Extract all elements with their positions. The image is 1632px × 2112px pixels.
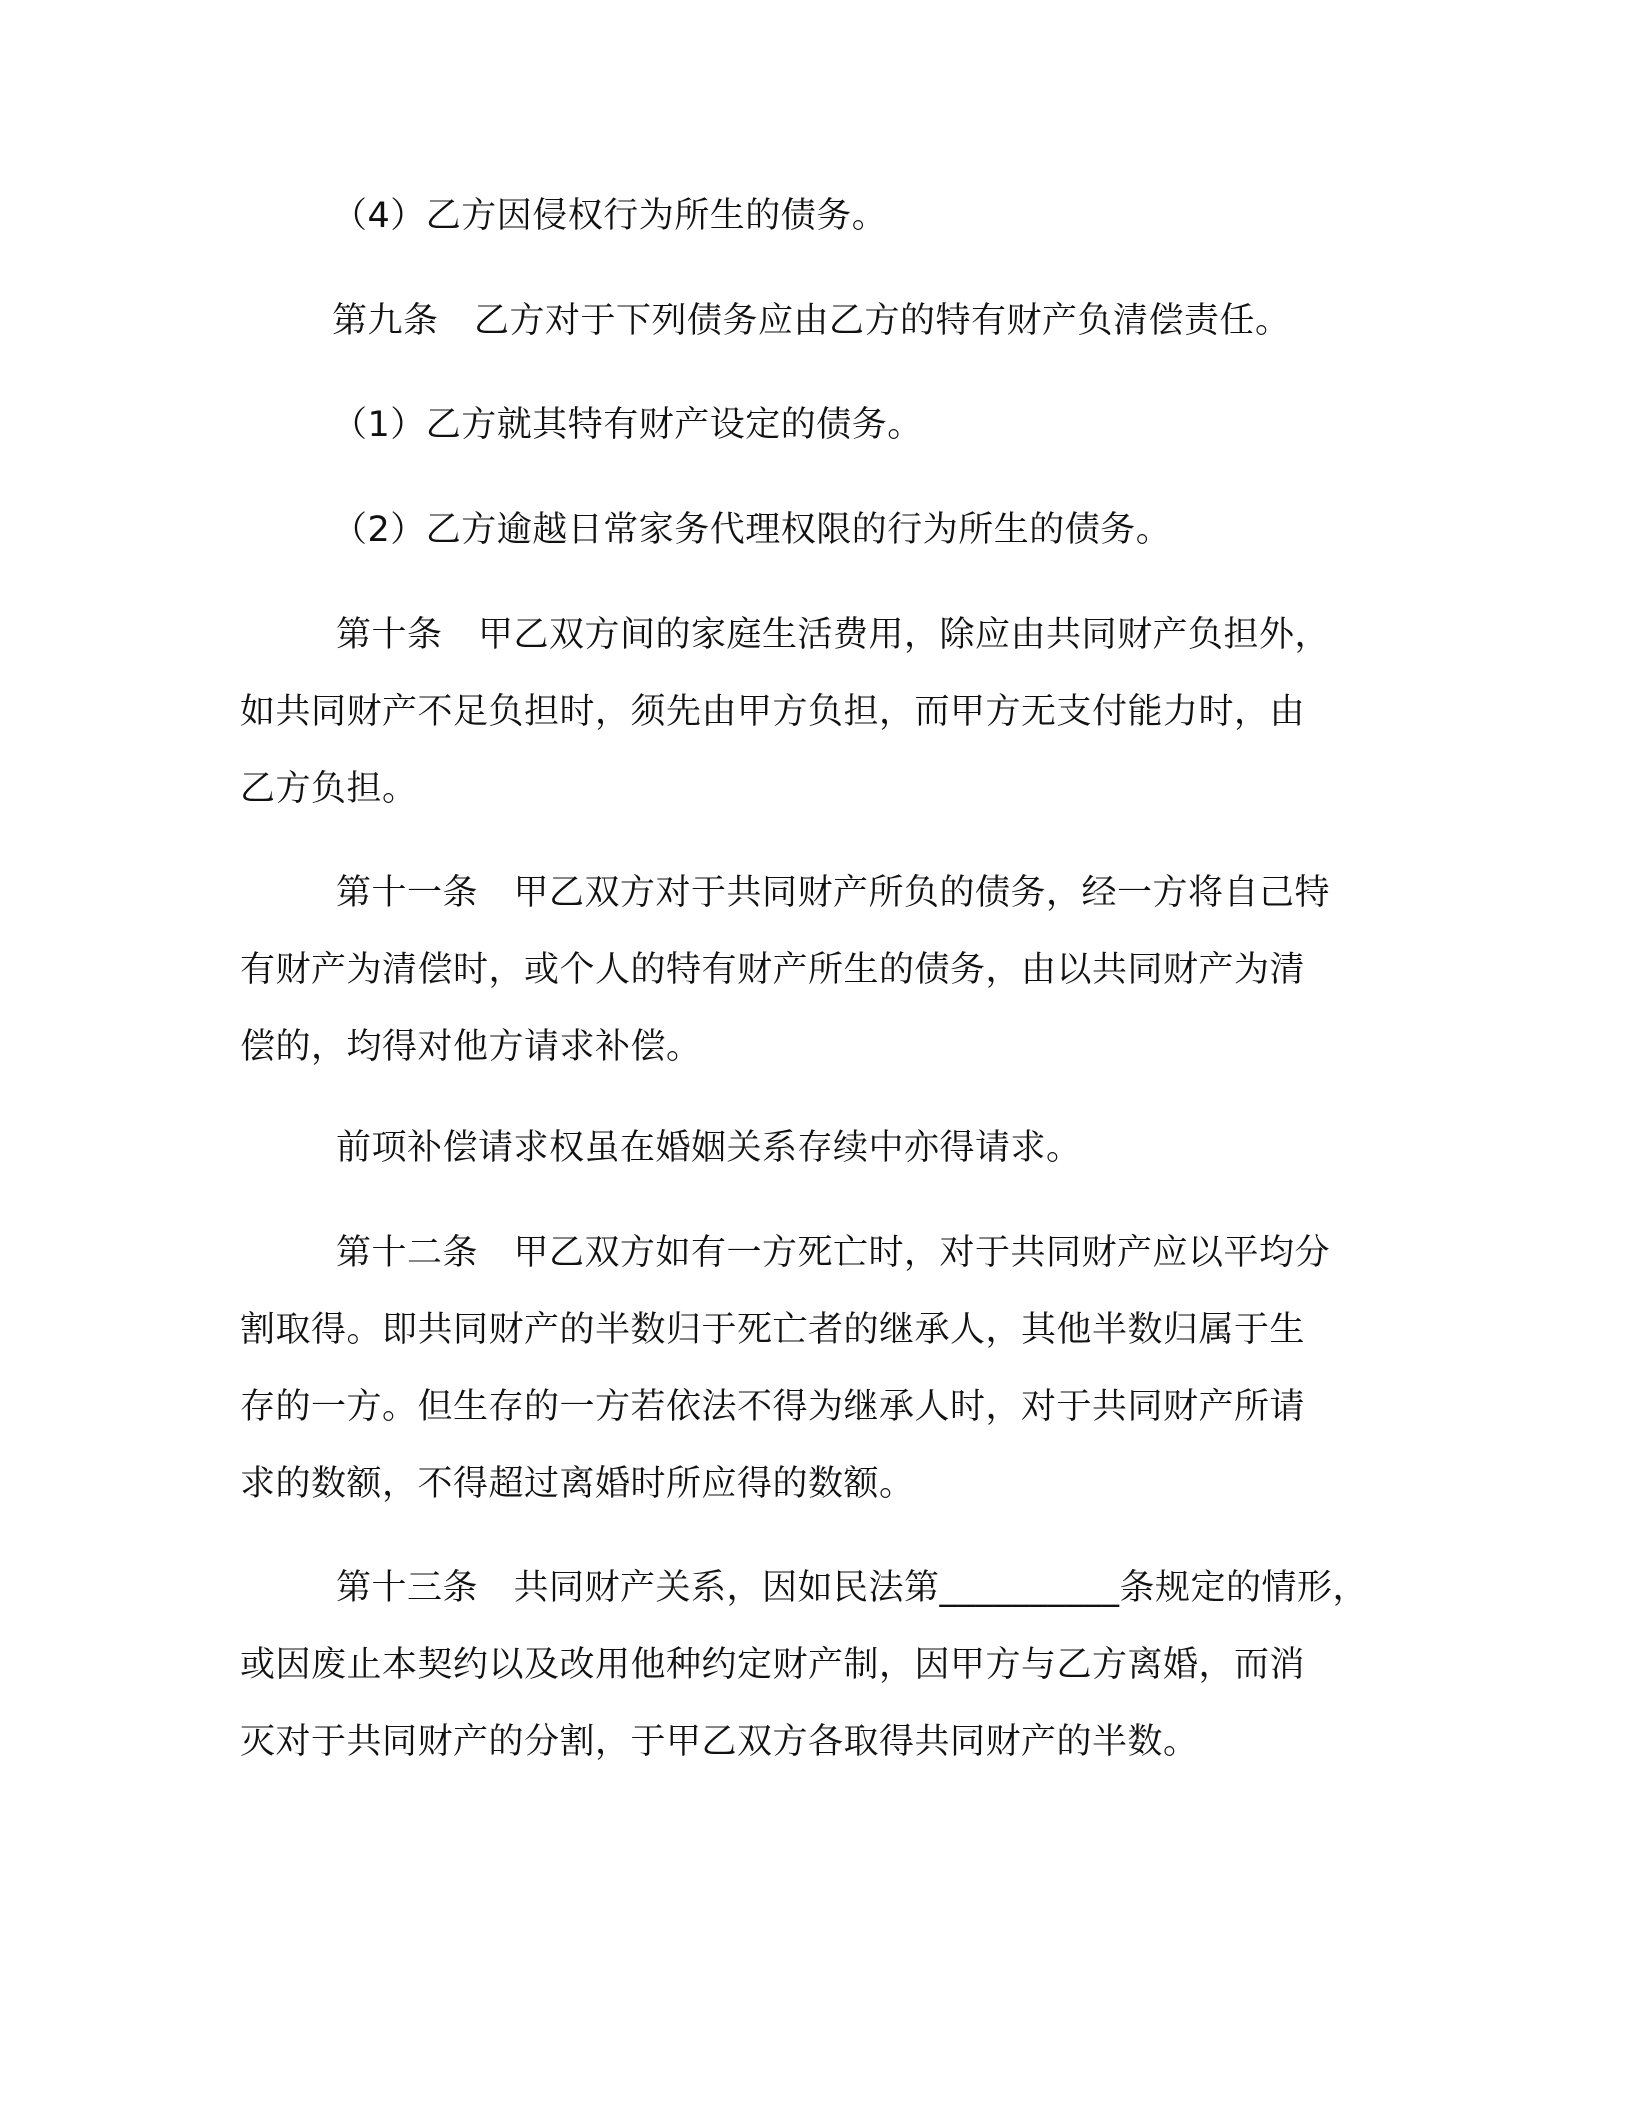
- text-line: 存的一方。但生存的一方若依法不得为继承人时，对于共同财产所请: [240, 1387, 1306, 1427]
- paragraph-article-12: [240, 1215, 1410, 1523]
- text-line: （2）乙方逾越日常家务代理权限的行为所生的债务。: [332, 510, 1172, 550]
- paragraph-item-4: [240, 178, 1410, 255]
- paragraph-article-9: [240, 283, 1410, 360]
- text-line: 有财产为清偿时，或个人的特有财产所生的债务，由以共同财产为清: [240, 950, 1306, 990]
- text-line: 偿的，均得对他方请求补偿。: [240, 1027, 702, 1067]
- text-line: （4）乙方因侵权行为所生的债务。: [332, 196, 888, 236]
- paragraph-item-2: [240, 492, 1410, 569]
- text-line: 求的数额，不得超过离婚时所应得的数额。: [240, 1464, 915, 1504]
- text-line: 第十一条 甲乙双方对于共同财产所负的债务，经一方将自己特: [336, 873, 1331, 913]
- paragraph-article-11: [240, 855, 1410, 1086]
- paragraph-article-13: [240, 1550, 1410, 1781]
- text-line: 如共同财产不足负担时，须先由甲方负担，而甲方无支付能力时，由: [240, 692, 1306, 732]
- paragraph-item-1: [240, 387, 1410, 464]
- text-line: 第九条 乙方对于下列债务应由乙方的特有财产负清偿责任。: [332, 301, 1291, 341]
- text-line: 前项补偿请求权虽在婚姻关系存续中亦得请求。: [336, 1128, 1082, 1168]
- paragraph-compensation: [240, 1110, 1410, 1187]
- text-line: 或因废止本契约以及改用他种约定财产制，因甲方与乙方离婚，而消: [240, 1645, 1306, 1685]
- paragraph-article-10: [240, 597, 1410, 828]
- text-line: 割取得。即共同财产的半数归于死亡者的继承人，其他半数归属于生: [240, 1310, 1306, 1350]
- text-line: （1）乙方就其特有财产设定的债务。: [332, 405, 923, 445]
- text-line: 第十条 甲乙双方间的家庭生活费用，除应由共同财产负担外，: [336, 615, 1331, 655]
- text-line: 乙方负担。: [240, 769, 418, 809]
- text-line: 灭对于共同财产的分割，于甲乙双方各取得共同财产的半数。: [240, 1722, 1199, 1762]
- text-line: 第十二条 甲乙双方如有一方死亡时，对于共同财产应以平均分: [336, 1233, 1331, 1273]
- text-line: 第十三条 共同财产关系，因如民法第__________条规定的情形，: [336, 1568, 1369, 1608]
